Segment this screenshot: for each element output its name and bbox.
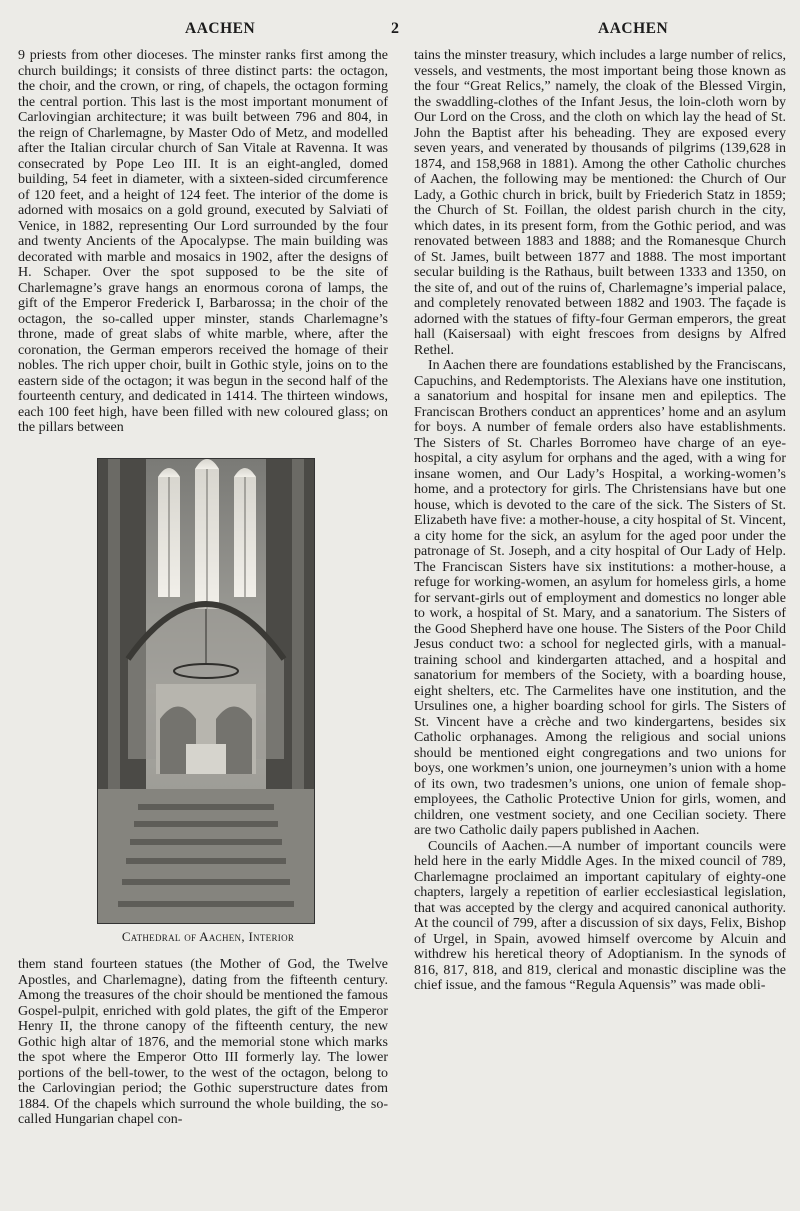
cathedral-interior-image bbox=[98, 459, 314, 923]
running-head-right: AACHEN bbox=[598, 20, 669, 37]
left-column-top bbox=[18, 48, 388, 436]
paragraph: In Aachen there are foundations established by the Franciscans, Capuchins, and Redemptorists. The Alexians have one institution, a sanatorium and hospital for insane men and epileptics. The Franciscan Brothers conduct an apprentices’ home and an asylum for boys. A number of female orders also have establishments. The Sisters of St. Charles Borromeo have charge of an eye-hospital, a city asylum for orphans and the aged, with a wing for insane women, and Our Lady’s Hospital, a working-women’s home, and a protectory for girls. The Christensians have but one house, which is devoted to the care of the sick. The Sisters of St. Elizabeth have five: a mother-house, a city hospital of St. Vincent, a city home for the sick, an asylum for the aged poor under the patronage of St. Joseph, and a city hospital of Our Lady of Help. The Franciscan Sisters have six institutions: a mother-house, a refuge for working-women, an asylum for homeless girls, a home for servant-girls out of employment and domestics no longer able to work, a hospital of St. Mary, and a sanatorium. The Sisters of the Good Shepherd have one house. The Sisters of the Poor Child Jesus conduct two: a school for neglected girls, with a manual-training school and kindergarten attached, and a hospital and sanatorium for members of the Society, with a boarding house, eight shelters, etc. The Carmelites have one institution, and the Ursulines one, a higher boarding school for girls. The Sisters of St. Vincent have a crèche and two kindergartens, besides six Catholic orphanages. Among the religious and social unions should be mentioned eight congregations and two unions for boys, one workmen’s union, one journeymen’s union with a home of its own, two tradesmen’s unions, one union of female shop-employees, the Catholic Protective Union for girls, women, and children, one vestment society, and one Cecilian society. There are two Catholic daily papers published in Aachen. bbox=[414, 358, 786, 838]
paragraph: 9 priests from other dioceses. The minster ranks first among the church buildings; it consists of three distinct parts: the octagon, the choir, and the crown, or ring, of chapels, the octagon forming the central portion. This last is the most important monument of Carlovingian architecture; it was built between 796 and 804, in the reign of Charlemagne, by Master Odo of Metz, and modelled after the Italian circular church of San Vitale at Ravenna. It was consecrated by Pope Leo III. It is an eight-angled, domed building, 54 feet in diameter, with a sixteen-sided circumference of 120 feet, and a height of 124 feet. The interior of the dome is adorned with mosaics on a gold ground, executed by Salviati of Venice, in 1882, representing Our Lord surrounded by the four and twenty Ancients of the Apocalypse. The main building was decorated with marble and mosaics in 1902, after the designs of H. Schaper. Over the spot supposed to be the site of Charlemagne’s grave hangs an enormous corona of lamps, the gift of the Emperor Frederick I, Barbarossa; in the choir of the octagon, the so-called upper minster, stands Charlemagne’s throne, made of great slabs of white marble, where, after the coronation, the German emperors received the homage of their nobles. The rich upper choir, built in Gothic style, joins on to the eastern side of the octagon; it was begun in the second half of the fourteenth century, and dedicated in 1414. The thirteen windows, each 100 feet high, have been filled with new coloured glass; on the pillars between bbox=[18, 48, 388, 435]
page-number: 2 bbox=[391, 20, 400, 37]
cathedral-interior-illustration bbox=[97, 458, 315, 924]
paragraph-councils: Councils of Aachen.—A number of important councils were held here in the early Middle Ages. In the mixed council of 789, Charlemagne proclaimed an important capitulary of eighty-one chapters, largely a repetition of earlier ecclesiastical legislation, that was accepted by the clergy and acquired canonical authority. At the council of 799, after a discussion of six days, Felix, Bishop of Urgel, in Spain, avowed himself overcome by Alcuin and withdrew his heretical theory of Adoptianism. In the synods of 816, 817, 818, and 819, clerical and monastic discipline was the chief issue, and the famous “Regula Aquensis” was made obli- bbox=[414, 838, 786, 993]
left-column-bottom bbox=[18, 957, 388, 1128]
running-head-left: AACHEN bbox=[185, 20, 256, 37]
right-column bbox=[414, 48, 786, 994]
paragraph: tains the minster treasury, which includes a large number of relics, vessels, and vestments, the most important being those known as the four “Great Relics,” namely, the cloak of the Blessed Virgin, the swaddling-clothes of the Infant Jesus, the loin-cloth worn by Our Lord on the Cross, and the cloth on which lay the head of St. John the Baptist after his beheading. They are exposed every seven years, and venerated by thousands of pilgrims (139,628 in 1874, and 158,968 in 1881). Among the other Catholic churches of Aachen, the following may be mentioned: the Church of Our Lady, a Gothic church in brick, built by Friederich Statz in 1859; the Church of St. Foillan, the oldest parish church in the city, which dates, in its present form, from the Gothic period, and was renovated between 1883 and 1888; and the Romanesque Church of St. James, built between 1877 and 1888. The most important secular building is the Rathaus, built between 1333 and 1350, on the site of, and out of the ruins of, Charlemagne’s imperial palace, and completely renovated between 1882 and 1903. The façade is adorned with the statues of fifty-four German emperors, the great hall (Kaisersaal) with eight frescoes from designs by Alfred Rethel. bbox=[414, 48, 786, 358]
paragraph: them stand fourteen statues (the Mother of God, the Twelve Apostles, and Charlemagne), dating from the fifteenth century. Among the treasures of the choir should be mentioned the famous Gospel-pulpit, enriched with gold plates, the gift of the Emperor Henry II, the throne canopy of the fifteenth century, the new Gothic high altar of 1876, and the memorial stone which marks the spot where the Emperor Otto III formerly lay. The lower portions of the bell-tower, to the west of the octagon, belong to the Carlovingian period; the Gothic superstructure dates from 1884. Of the chapels which surround the whole building, the so-called Hungarian chapel con- bbox=[18, 957, 388, 1127]
figure-caption-text: Cathedral of Aachen, Interior bbox=[121, 929, 295, 944]
figure-caption bbox=[88, 929, 328, 945]
